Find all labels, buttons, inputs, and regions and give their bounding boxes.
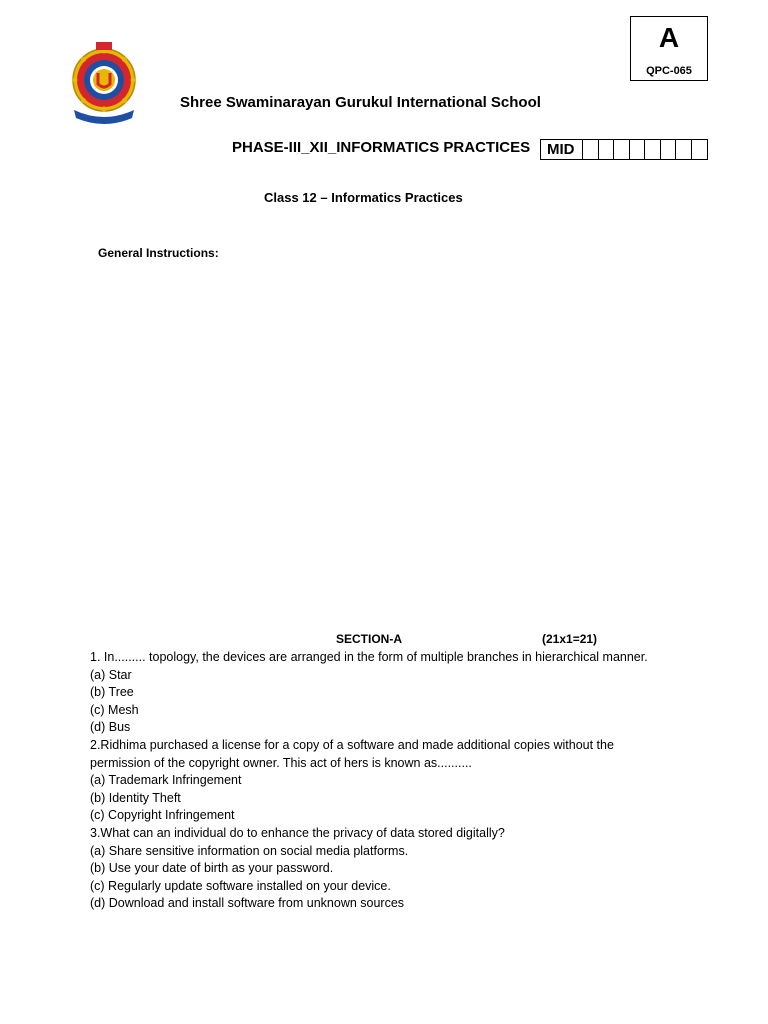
school-name: Shree Swaminarayan Gurukul International School — [180, 94, 541, 111]
question-line: 3.What can an individual do to enhance the privacy of data stored digitally? — [90, 825, 505, 840]
option-line: (c) Copyright Infringement — [90, 808, 235, 823]
roll-cell — [599, 140, 615, 159]
roll-cell — [661, 140, 677, 159]
exam-title: PHASE-III_XII_INFORMATICS PRACTICES — [232, 139, 531, 156]
option-line: (a) Share sensitive information on social media platforms. — [90, 843, 409, 858]
roll-cell — [692, 140, 708, 159]
question-set-box — [630, 16, 708, 81]
roll-cell — [614, 140, 630, 159]
option-line: (b) Identity Theft — [90, 790, 181, 805]
roll-cell — [583, 140, 599, 159]
option-line: (a) Star — [90, 667, 132, 682]
option-line: (c) Regularly update software installed on your device. — [90, 878, 391, 893]
questions-block — [90, 649, 710, 913]
roll-cell — [676, 140, 692, 159]
option-line: (d) Bus — [90, 720, 131, 735]
option-line: (d) Download and install software from unknown sources — [90, 896, 405, 911]
option-line: (c) Mesh — [90, 702, 139, 717]
question-line: permission of the copyright owner. This act of hers is known as.......... — [90, 755, 472, 770]
set-letter: A — [658, 22, 680, 53]
option-line: (a) Trademark Infringement — [90, 773, 242, 788]
school-logo — [66, 40, 142, 124]
roll-number-box — [540, 139, 708, 160]
option-line: (b) Tree — [90, 685, 134, 700]
option-line: (b) Use your date of birth as your password. — [90, 861, 334, 876]
class-subject-line: Class 12 – Informatics Practices — [264, 190, 463, 205]
roll-cell — [630, 140, 646, 159]
question-line: 2.Ridhima purchased a license for a copy of a software and made additional copies without the — [90, 737, 614, 752]
question-line: 1. In......... topology, the devices are arranged in the form of multiple branches in hierarchical manner. — [90, 650, 648, 664]
paper-code: QPC-065 — [646, 65, 692, 77]
section-title: SECTION-A — [336, 632, 402, 646]
roll-cell — [645, 140, 661, 159]
section-marks: (21x1=21) — [542, 632, 598, 646]
general-instructions-heading: General Instructions: — [98, 246, 219, 260]
roll-label: MID — [541, 140, 583, 159]
